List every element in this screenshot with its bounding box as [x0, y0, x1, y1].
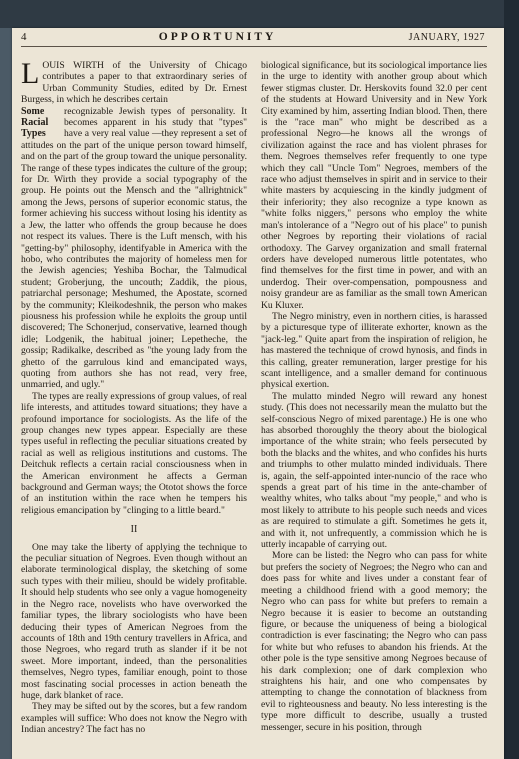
side-heading: Some Racial Types: [21, 105, 49, 140]
scan-edge-top: [0, 0, 519, 28]
header-rule: [21, 46, 487, 47]
magazine-title: OPPORTUNITY: [158, 31, 277, 43]
scan-edge-right: [504, 0, 519, 759]
paragraph: One may take the liberty of applying the technique to the peculiar situation of Negroes. Even though without an elaborate terminological display, the sketching of some such types with their milieu, should be widely profitable. It should help students who see only a vague homogeneity in the Negro race, novelists who have overworked the familiar types, the library sociologists who have been deducing their types of American Negroes from the accounts of 18th and 19th century travellers in Africa, and those Negroes, who regard truth as slander if it be not sweet. More important, indeed, than the personalities themselves, Negro types, familiar enough, point to those most fascinating social processes in action beneath the huge, dark blanket of race.: [21, 541, 247, 701]
paragraph: They may be sifted out by the scores, but a few random examples will suffice: Who does not know the Negro with Indian ancestry? The fact has no: [21, 701, 247, 736]
paragraph: The types are really expressions of group values, of real life interests, and attitudes toward situations; they have a profound importance for sociologists. As the life of the group changes new types appear. Especially are these types useful in reflecting the peculiar situations created by racial as well as religious institutions and customs. The Deitchuk reflects a certain racial consciousness when in the American environment he affects a German background and German ways; the Ototot shows the force of an institution within the race when he tempers his religious emancipation by "clinging to a little beard.": [21, 390, 247, 516]
drop-cap: L: [21, 57, 40, 90]
left-column: [21, 57, 247, 736]
paragraph: More can be listed: the Negro who can pass for white but prefers the society of Negroes; the Negro who can and does pass for white and lives under a constant fear of meeting a childhood friend with a good memory; the Negro who can pass for white but prefers to remain a Negro because it is easier to become an outstanding figure, or because the uniqueness of being a biological contradiction is ever fascinating; the Negro who can pass for white but who refuses to abandon his friends. At the other pole is the type sensitive among Negroes because of his dark complexion; one of dark complexion who straightens his hair, and one who compensates by attempting to change the connotation of blackness from evil to righteousness and beauty. No less interesting is the type more difficult to describe, usually a trusted messenger, secure in his position, through: [261, 550, 487, 733]
paragraph: The mulatto minded Negro will reward any honest study. (This does not necessarily mean the mulatto but the self-conscious Negro of mixed parentage.) He is one who has absorbed thoroughly the theory about the biological importance of the white strain; who feels persecuted by both the blacks and the whites, and who confides his hurts and triumphs to other mulatto minded individuals. There is, again, the self-appointed inter-nuncio of the race who spends a great part of his time in the ante-chamber of wealthy whites, who talks about "my people," and who is most likely to attribute to his people such needs and vices as are required to stimulate a gift. Sometimes he gets it, and with it, not unfrequently, a commission which he is utterly incapable of carrying out.: [261, 390, 487, 551]
page-number: 4: [21, 31, 27, 43]
intro-text: OUIS WIRTH of the University of Chicago contributes a paper to that extraordinary series of Urban Community Studies, edited by Dr. Ernest Burgess, in which he describes certain: [21, 60, 247, 106]
paragraph: biological significance, but its sociological importance lies in the urge to identity with another group about which fewer stigmas cluster. Dr. Herskovits found 32.0 per cent of the students at Howard University and in New York City examined by him, asserting Indian blood. Then, there is the "race man" who might be described as a professional Negro—he knows all the wrongs of civilization against the race and has violent phrases for them. Negroes themselves refer frequently to one type which they call "Uncle Tom" Negroes, members of the race who adjust themselves in spirit and in service to their white masters by acquiescing in the kindly judgment of their inferiority; they also recognize a type known as "white folks niggers," persons who employ the white man's intolerance of a "Negro out of his place" to punish other Negroes by reporting their violations of racial orthodoxy. The Garvey organization and small fraternal orders have developed numerous little potentates, who find themselves for the first time in power, and with an underdog. Their over-compensation, pompousness and noisy grandeur are as familiar as the small town American Ku Kluxer.: [261, 60, 487, 311]
paragraph-intro: [21, 57, 247, 106]
paragraph: The Negro ministry, even in northern cities, is harassed by a picturesque type of illiterate exhorter, known as the "jack-leg." Quite apart from the inspiration of religion, he has mastered the technique of crowd hynosis, and finds in this calling, greater remuneration, larger prestige for his scant intelligence, and a smaller demand for continuous physical exertion.: [261, 310, 487, 391]
paragraph-intro-continued: [21, 106, 247, 391]
issue-date: JANUARY, 1927: [408, 32, 485, 43]
running-header: [21, 31, 485, 44]
section-number: II: [130, 524, 138, 536]
right-column: [261, 60, 487, 733]
intro-continued-text: recognizable Jewish types of personality. It becomes apparent in his study that "types" have a very real value —they represent a set of attitudes on the part of the unique person toward himself, and on the part of the group toward the unique personality. The range of these types indicates the culture of the group; for Dr. Wirth they provide a social typography of the group. He points out the Mensch and the "allrightnick" among the Jews, persons of superior economic status, the former achieving his success without losing his identity as a Jew, the latter who offends the group because he does not respect its values. There is the Luft mensch, with his "getting-by" philosophy, identifyable in America with the hobo, who contributes the majority of homeless men for the Jewish agencies; Yeshiba Bochar, the Talmudical student; Groberjung, the uncouth; Zaddik, the pious, patriarchal personage; Meshumed, the Apostate, scorned by the community; Kleikodeshnik, the person who makes piousness his profession while he exploits the group until discovered; The Schonerjud, conservative, learned though idle; Lodgenik, the habitual joiner; Lepetheche, the gossip; Radikalke, described as "the young lady from the ghetto of the garrulous kind and emancipated ways, quoting from authors she has not read, very free, unmarried, and ugly.": [21, 105, 247, 391]
